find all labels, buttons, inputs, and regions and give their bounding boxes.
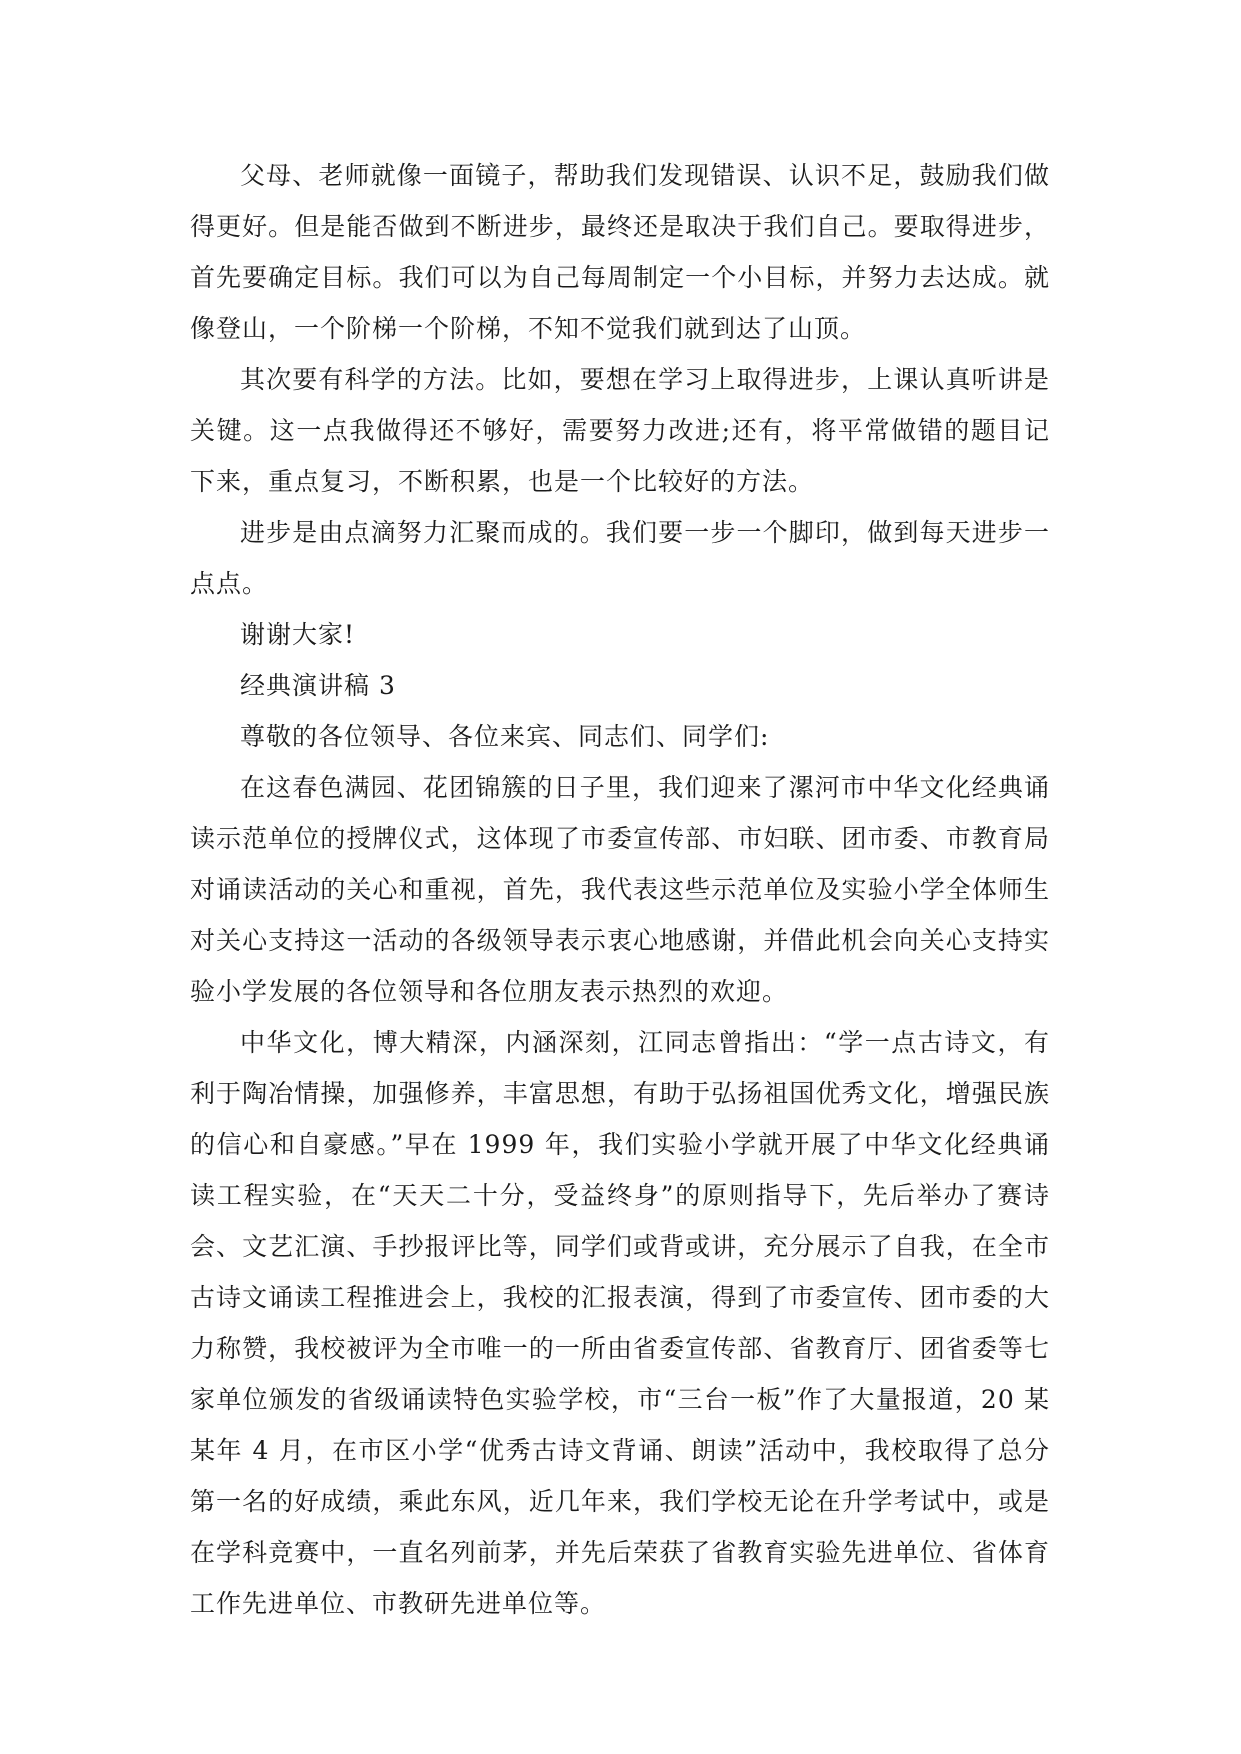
paragraph-ceremony: 在这春色满园、花团锦簇的日子里，我们迎来了漯河市中华文化经典诵读示范单位的授牌仪式，这体现了市委宣传部、市妇联、团市委、市教育局对诵读活动的关心和重视，首先，我代表这些示范单位及实验小学全体师生对关心支持这一活动的各级领导表示衷心地感谢，并借此机会向关心支持实验小学发展的各位领导和各位朋友表示热烈的欢迎。	[190, 773, 1050, 1006]
paragraph-culture: 中华文化，博大精深，内涵深刻，江同志曾指出：“学一点古诗文，有利于陶冶情操，加强修养，丰富思想，有助于弘扬祖国优秀文化，增强民族的信心和自豪感。”早在 1999 年，我们实验小学就开展了中华文化经典诵读工程实验，在“天天二十分，受益终身”的原则指导下，先后举办了赛诗会、文艺汇演、手抄报评比等，同学们或背或讲，充分展示了自我，在全市古诗文诵读工程推进会上，我校的汇报表演，得到了市委宣传、团市委的大力称赞，我校被评为全市唯一的一所由省委宣传部、省教育厅、团省委等七家单位颁发的省级诵读特色实验学校，市“三台一板”作了大量报道，20 某某年 4 月，在市区小学“优秀古诗文背诵、朗读”活动中，我校取得了总分第一名的好成绩，乘此东风，近几年来，我们学校无论在升学考试中，或是在学科竞赛中，一直名列前茅，并先后荣获了省教育实验先进单位、省体育工作先进单位、市教研先进单位等。	[190, 1028, 1050, 1618]
document-body	[190, 150, 1050, 1629]
paragraph-thanks: 谢谢大家!	[240, 620, 356, 649]
paragraph-method: 其次要有科学的方法。比如，要想在学习上取得进步，上课认真听讲是关键。这一点我做得还不够好，需要努力改进;还有，将平常做错的题目记下来，重点复习，不断积累，也是一个比较好的方法。	[190, 365, 1050, 496]
paragraph-mirror: 父母、老师就像一面镜子，帮助我们发现错误、认识不足，鼓励我们做得更好。但是能否做到不断进步，最终还是取决于我们自己。要取得进步，首先要确定目标。我们可以为自己每周制定一个小目标，并努力去达成。就像登山，一个阶梯一个阶梯，不知不觉我们就到达了山顶。	[190, 161, 1050, 343]
section-heading: 经典演讲稿 3	[240, 671, 396, 700]
paragraph-salutation: 尊敬的各位领导、各位来宾、同志们、同学们:	[240, 722, 770, 751]
paragraph-progress: 进步是由点滴努力汇聚而成的。我们要一步一个脚印，做到每天进步一点点。	[190, 518, 1050, 598]
